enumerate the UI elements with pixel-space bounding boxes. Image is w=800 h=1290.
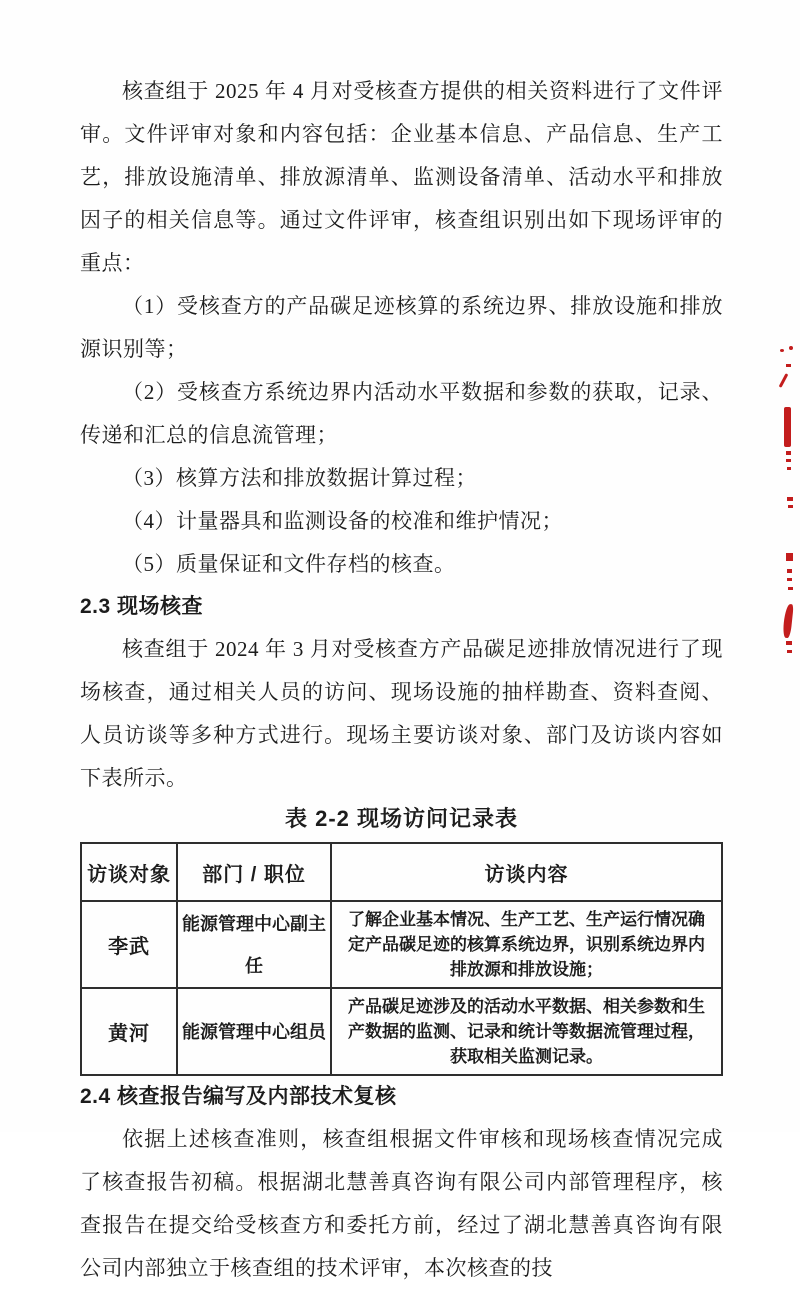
interview-record-table <box>80 842 723 1076</box>
col-header-content: 访谈内容 <box>331 843 722 901</box>
red-margin-mark <box>789 346 793 350</box>
red-margin-mark <box>780 349 784 352</box>
cell-interviewee: 李武 <box>81 901 177 988</box>
table-caption: 表 2-2 现场访问记录表 <box>284 806 519 831</box>
red-margin-mark <box>787 569 792 573</box>
cell-interview-content: 产品碳足迹涉及的活动水平数据、相关参数和生产数据的监测、记录和统计等数据流管理过程，获取相关监测记录。 <box>331 988 722 1075</box>
cell-interview-content: 了解企业基本情况、生产工艺、生产运行情况确定产品碳足迹的核算系统边界，识别系统边界内排放源和排放设施； <box>331 901 722 988</box>
red-margin-mark <box>788 505 793 508</box>
paragraph-onsite-verification: 核查组于 2024 年 3 月对受核查方产品碳足迹排放情况进行了现场核查，通过相关人员的访问、现场设施的抽样勘查、资料查阅、人员访谈等多种方式进行。现场主要访谈对象、部门及访谈内容如下表所示。 <box>80 637 723 790</box>
red-margin-mark <box>786 641 792 645</box>
section-heading-2-4: 2.4 核查报告编写及内部技术复核 <box>80 1085 397 1108</box>
red-margin-mark <box>787 467 791 470</box>
section-heading-2-3: 2.3 现场核查 <box>80 595 204 618</box>
table-header-row <box>81 843 722 901</box>
paragraph-document-review: 核查组于 2025 年 4 月对受核查方提供的相关资料进行了文件评审。文件评审对象和内容包括：企业基本信息、产品信息、生产工艺，排放设施清单、排放源清单、监测设备清单、活动水平和排放因子的相关信息等。通过文件评审，核查组识别出如下现场评审的重点： <box>80 79 723 275</box>
table-row <box>81 901 722 988</box>
page-content <box>80 70 723 1290</box>
red-margin-mark <box>782 604 794 639</box>
red-margin-mark <box>784 407 791 447</box>
red-margin-mark <box>786 459 791 462</box>
cell-interviewee: 黄河 <box>81 988 177 1075</box>
red-margin-mark <box>787 578 792 581</box>
cell-department: 能源管理中心组员 <box>177 988 331 1075</box>
review-focus-item-2: （2）受核查方系统边界内活动水平数据和参数的获取，记录、传递和汇总的信息流管理； <box>80 380 723 447</box>
col-header-department: 部门 / 职位 <box>177 843 331 901</box>
paragraph-report-drafting: 依据上述核查准则，核查组根据文件审核和现场核查情况完成了核查报告初稿。根据湖北慧善真咨询有限公司内部管理程序，核查报告在提交给受核查方和委托方前，经过了湖北慧善真咨询有限公司内部独立于核查组的技术评审，本次核查的技 <box>80 1127 723 1280</box>
red-margin-mark <box>779 373 789 388</box>
red-margin-mark <box>786 451 791 455</box>
red-margin-mark <box>786 364 791 367</box>
table-row <box>81 988 722 1075</box>
review-focus-item-3: （3）核算方法和排放数据计算过程； <box>122 466 477 490</box>
red-margin-mark <box>788 587 793 590</box>
review-focus-item-5: （5）质量保证和文件存档的核查。 <box>122 552 456 576</box>
review-focus-item-1: （1）受核查方的产品碳足迹核算的系统边界、排放设施和排放源识别等； <box>80 294 723 361</box>
red-margin-mark <box>787 650 792 653</box>
cell-department: 能源管理中心副主任 <box>177 901 331 988</box>
red-margin-mark <box>787 497 793 501</box>
review-focus-item-4: （4）计量器具和监测设备的校准和维护情况； <box>122 509 563 533</box>
red-margin-mark <box>786 553 793 561</box>
col-header-interviewee: 访谈对象 <box>81 843 177 901</box>
